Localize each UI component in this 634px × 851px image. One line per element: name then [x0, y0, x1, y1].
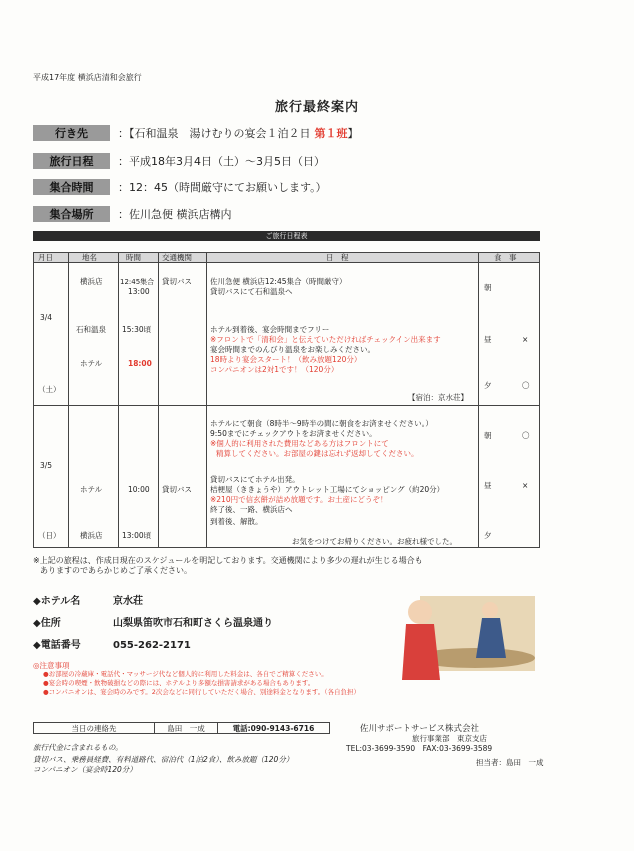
- company-telfax: TEL:03-3699-3590 FAX:03-3699-3589: [346, 744, 493, 753]
- summary-tail: 】: [347, 127, 359, 140]
- summary-label: 集合場所: [33, 206, 110, 222]
- day2-item: ※個人的に利用された費用などある方はフロントにて: [210, 439, 389, 448]
- contact-label: 当日の連絡先: [34, 723, 155, 733]
- year-line: 平成17年度 横浜店清和会旅行: [33, 73, 142, 82]
- page-title: 旅行最終案内: [274, 100, 359, 115]
- day2-item: 9:50までにチェックアウトをお済ませください。: [210, 429, 377, 438]
- day1-transport1: 貸切バス: [162, 277, 192, 286]
- day1-date: 3/4: [40, 313, 53, 322]
- col-transport: 交通機関: [162, 253, 192, 262]
- day1-meal-mark: ×: [522, 335, 529, 344]
- caution-line: ●宴会時の喫煙・飲物破損などの際には、ホテルより多額な損害請求がある場合もあります。: [43, 679, 315, 687]
- summary-meeting-time: [33, 178, 327, 196]
- info-value: 055-262-2171: [113, 640, 191, 651]
- day2-meal: 夕: [484, 531, 492, 540]
- summary-value: ：平成18年3月4日（土）～3月5日（日）: [118, 155, 325, 168]
- company-name: 佐川サポートサービス株式会社: [360, 724, 480, 734]
- day1-time1b: 13:00: [128, 287, 150, 296]
- summary-label: 行き先: [33, 125, 110, 141]
- day1-item: コンパニオンは2対1です！（120分）: [210, 365, 339, 374]
- day2-dow: （日）: [38, 531, 61, 540]
- day1-item: 18時より宴会スタート！（飲み放題120分）: [210, 355, 362, 364]
- info-key: ◆電話番号: [33, 640, 81, 651]
- footnote: ※上記の旅程は、作成日現在のスケジュールを明記しております。交通機関により多少の遅れが生じる場合も: [33, 556, 423, 565]
- day2-meal-mark: 〇: [522, 431, 530, 440]
- day2-item: お気をつけてお帰りください。お疲れ様でした。: [292, 537, 457, 546]
- day2-date: 3/5: [40, 461, 53, 470]
- day1-stay: 【宿泊：京水荘】: [408, 393, 468, 402]
- contact-phone: 電話:090-9143-6716: [232, 723, 315, 733]
- included-line: コンパニオン（宴会時120分）: [33, 765, 137, 774]
- day1-place1: 横浜店: [80, 277, 103, 286]
- col-meals: 食 事: [494, 253, 517, 262]
- info-key: ◆住所: [33, 618, 61, 629]
- day1-meal-mark: 〇: [522, 381, 530, 390]
- day2-item: 到着後、解散。: [210, 517, 263, 526]
- day1-item: 佐川急便 横浜店12:45集合（時間厳守）: [210, 277, 347, 286]
- group-badge: 第１班: [314, 127, 348, 140]
- summary-label: 集合時間: [33, 179, 110, 195]
- schedule-bar: ご旅行日程表: [33, 231, 540, 241]
- day2-meal-mark: ×: [522, 481, 529, 490]
- hotel-phone-row: [33, 636, 191, 651]
- caution-notes: [33, 661, 360, 697]
- summary-value: ：佐川急便 横浜店構内: [118, 208, 232, 221]
- day2-item: 終了後、一路、横浜店へ: [210, 505, 293, 514]
- summary-schedule: [33, 152, 325, 170]
- info-key: ◆ホテル名: [33, 596, 81, 607]
- schedule-table: [33, 252, 540, 548]
- day1-meal: 夕: [484, 381, 492, 390]
- footnote: ありますのであらかじめご了承ください。: [40, 566, 192, 575]
- col-place: 地名: [82, 253, 97, 262]
- day1-place3: ホテル: [80, 359, 103, 368]
- caution-line: ●コンパニオンは、宴会時のみです。2次会などに同行していただく場合、別途料金となります。（各自負担）: [43, 688, 361, 696]
- day2-item: ※210円で信玄餅が詰め放題です。お土産にどうぞ！: [210, 495, 388, 504]
- contact-person: 島田 一成: [155, 723, 218, 733]
- col-itinerary: 日 程: [326, 253, 349, 262]
- summary-meeting-place: [33, 205, 232, 223]
- caution-line: ●お部屋の冷蔵庫・電話代・マッサージ代など個人的に利用した料金は、各自でご精算ください。: [43, 670, 328, 678]
- day2-meal: 朝: [484, 431, 492, 440]
- hotel-name-row: [33, 592, 143, 607]
- summary-value: ：【石和温泉 湯けむりの宴会１泊２日: [118, 127, 311, 140]
- day2-meal: 昼: [484, 481, 492, 490]
- col-time: 時間: [126, 253, 141, 262]
- info-value: 京水荘: [113, 596, 143, 607]
- summary-label: 旅行日程: [33, 153, 110, 169]
- day2-place3: 横浜店: [80, 531, 103, 540]
- day2-time3: 13:00頃: [122, 531, 152, 540]
- caution-title: ◎注意事項: [33, 661, 70, 670]
- day1-item: 貸切バスにて石和温泉へ: [210, 287, 293, 296]
- day1-item: ※フロントで「清和会」と伝えていただければチェックイン出来ます: [210, 335, 441, 344]
- company-person: 担当者：島田 一成: [476, 758, 544, 767]
- day1-time2: 15:30頃: [122, 325, 152, 334]
- day1-meal: 朝: [484, 283, 492, 292]
- summary-value: ：12：45（時間厳守にてお願いします。）: [118, 181, 327, 194]
- summary-destination: [33, 124, 359, 142]
- included-title: 旅行代金に含まれるもの。: [33, 743, 123, 752]
- day2-transport2: 貸切バス: [162, 485, 192, 494]
- included-line: 貸切バス、乗務員経費、有料道路代、宿泊代（1泊2食）、飲み放題（120分）: [33, 755, 294, 764]
- contact-box: [33, 722, 330, 734]
- day1-item: ホテル到着後、宴会時間までフリー: [210, 325, 330, 334]
- hotel-address-row: [33, 614, 273, 629]
- day2-time2: 10:00: [128, 485, 150, 494]
- day2-item: 桔梗屋（ききょうや）アウトレット工場にてショッピング（約20分）: [210, 485, 445, 494]
- day1-time1a: 12:45集合: [120, 278, 155, 286]
- day1-time3: 18:00: [128, 359, 152, 368]
- info-value: 山梨県笛吹市石和町さくら温泉通り: [113, 618, 273, 629]
- col-date: 月日: [38, 253, 53, 262]
- day1-place2: 石和温泉: [76, 325, 106, 334]
- onsen-illustration: [380, 588, 540, 680]
- day1-meal: 昼: [484, 335, 492, 344]
- day2-place2: ホテル: [80, 485, 103, 494]
- company-dept: 旅行事業部 東京支店: [412, 734, 487, 743]
- day2-item: 精算してください。お部屋の鍵は忘れず返却してください。: [216, 449, 419, 458]
- day2-item: ホテルにて朝食（8時半～9時半の間に朝食をお済ませください。）: [210, 419, 433, 428]
- schedule-header: [34, 253, 539, 263]
- day1-dow: （土）: [38, 385, 61, 394]
- day1-item: 宴会時間までのんびり温泉をお楽しみください。: [210, 345, 375, 354]
- day2-item: 貸切バスにてホテル出発。: [210, 475, 300, 484]
